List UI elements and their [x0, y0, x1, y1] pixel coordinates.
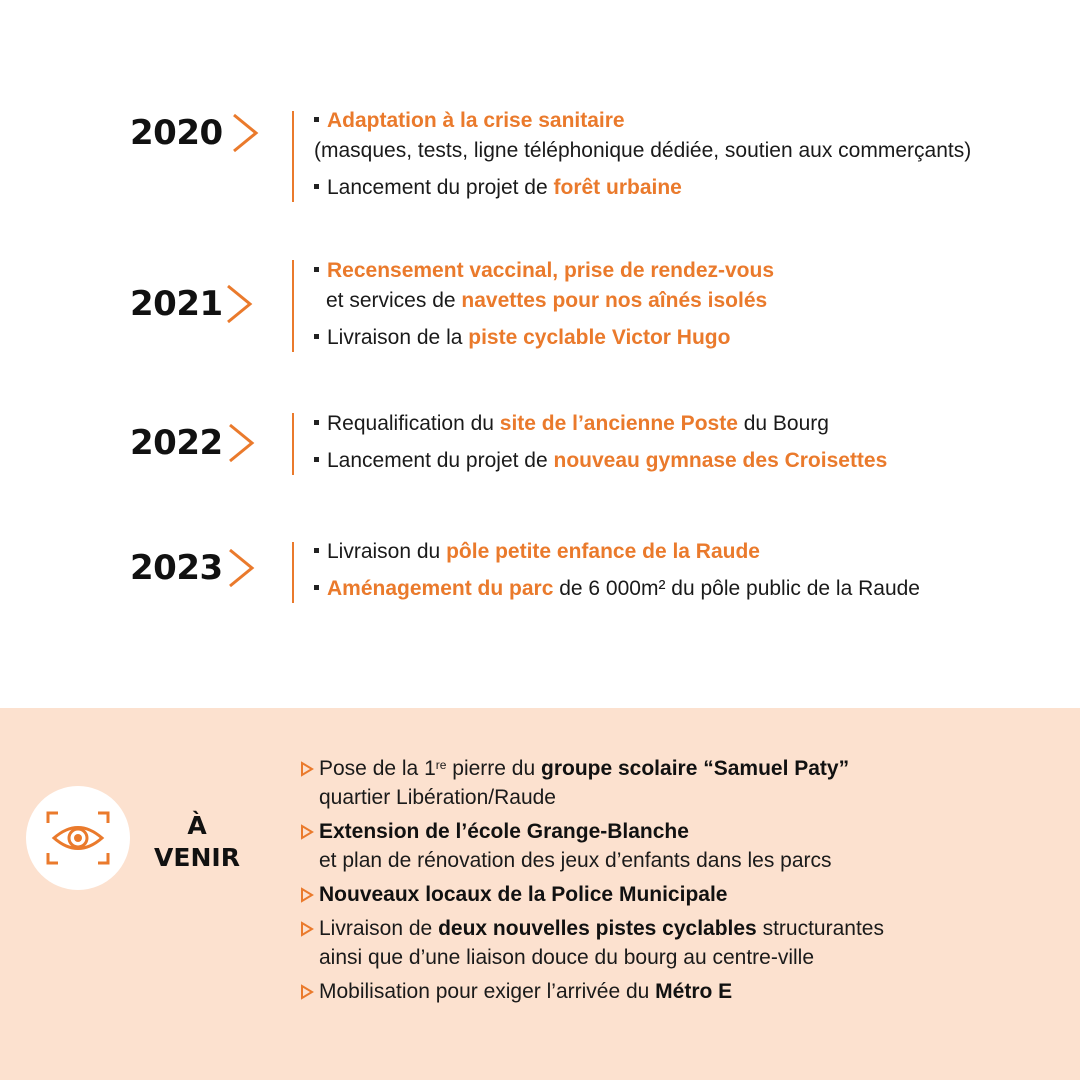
a-venir-title-line1: À [187, 811, 207, 840]
text-run: site de l’ancienne Poste [499, 412, 738, 435]
bullet-square-icon [314, 267, 319, 272]
text-run: Livraison de [319, 917, 439, 940]
text-run: Aménagement du parc [327, 577, 554, 600]
year-label: 2023 [130, 548, 223, 588]
text-run: re [435, 758, 447, 772]
text-run: deux nouvelles pistes cyclables [438, 917, 757, 940]
timeline-item [314, 409, 887, 439]
text-run: et services de [326, 289, 462, 312]
text-run: Nouveaux locaux de la Police Municipale [319, 883, 728, 906]
a-venir-title-line2: VENIR [154, 843, 240, 872]
text-run: Métro E [655, 980, 733, 1003]
bullet-square-icon [314, 457, 319, 462]
item-sub-line [314, 286, 774, 316]
text-run: Mobilisation pour exiger l’arrivée du [319, 980, 656, 1003]
year-label: 2022 [130, 423, 223, 463]
a-venir-list [300, 754, 884, 1011]
text-run: Livraison du [327, 540, 447, 563]
divider-line [292, 542, 294, 603]
text-run: pierre du [446, 757, 541, 780]
triangle-bullet-icon [300, 887, 314, 903]
text-run: Pose de la 1 [319, 757, 436, 780]
item-main-line [327, 109, 625, 132]
text-run: Requalification du [327, 412, 500, 435]
text-run: nouveau gymnase des Croisettes [553, 449, 888, 472]
item-main-line [319, 757, 849, 780]
item-main-line [327, 577, 920, 600]
text-run: structurantes [756, 917, 884, 940]
a-venir-item [300, 754, 884, 812]
chevron-right-icon [224, 283, 254, 325]
year-label: 2020 [130, 113, 223, 153]
text-run: quartier Libération/Raude [319, 786, 556, 809]
timeline-item [314, 323, 774, 353]
text-run: Lancement du projet de [327, 449, 554, 472]
bullet-square-icon [314, 585, 319, 590]
timeline-items [314, 409, 887, 476]
item-main-line [327, 326, 730, 349]
divider-line [292, 413, 294, 475]
a-venir-item [300, 880, 884, 909]
item-sub-line [319, 846, 884, 875]
divider-line [292, 260, 294, 352]
text-run: forêt urbaine [553, 176, 682, 199]
chevron-right-icon [230, 112, 260, 154]
text-run: Extension de l’école Grange-Blanche [319, 820, 689, 843]
triangle-bullet-icon [300, 984, 314, 1000]
icon-circle [26, 786, 130, 890]
timeline-item [314, 446, 887, 476]
timeline-items [314, 256, 774, 353]
item-main-line [319, 820, 689, 843]
text-run: Livraison de la [327, 326, 469, 349]
a-venir-panel [0, 708, 1080, 1080]
item-main-line [319, 917, 884, 940]
triangle-bullet-icon [300, 824, 314, 840]
a-venir-item [300, 977, 884, 1006]
text-run: de 6 000m² du pôle public de la Raude [553, 577, 920, 600]
a-venir-item [300, 914, 884, 972]
item-sub-line [319, 943, 884, 972]
timeline-item [314, 574, 920, 604]
text-run: Adaptation à la crise sanitaire [327, 109, 625, 132]
text-run: Recensement vaccinal, prise de rendez-vous [327, 259, 775, 282]
bullet-square-icon [314, 548, 319, 553]
item-main-line [327, 259, 774, 282]
chevron-right-icon [226, 547, 256, 589]
timeline-item [314, 106, 971, 166]
triangle-bullet-icon [300, 761, 314, 777]
text-run: Lancement du projet de [327, 176, 554, 199]
a-venir-title [150, 810, 244, 874]
year-label: 2021 [130, 284, 223, 324]
text-run: groupe scolaire “Samuel Paty” [541, 757, 850, 780]
text-run: piste cyclable Victor Hugo [468, 326, 731, 349]
item-main-line [327, 412, 829, 435]
timeline-item [314, 537, 920, 567]
item-sub-line [319, 783, 884, 812]
triangle-bullet-icon [300, 921, 314, 937]
bullet-square-icon [314, 184, 319, 189]
a-venir-item [300, 817, 884, 875]
text-run: (masques, tests, ligne téléphonique dédiée, soutien aux commerçants) [314, 139, 972, 162]
eye-target-icon [46, 811, 110, 865]
chevron-right-icon [226, 422, 256, 464]
text-run: et plan de rénovation des jeux d’enfants dans les parcs [319, 849, 832, 872]
item-main-line [327, 176, 682, 199]
timeline-item [314, 173, 971, 203]
text-run: ainsi que d’une liaison douce du bourg au centre-ville [319, 946, 814, 969]
item-main-line [327, 540, 760, 563]
timeline-items [314, 106, 971, 203]
bullet-square-icon [314, 420, 319, 425]
timeline-items [314, 537, 920, 604]
text-run: pôle petite enfance de la Raude [446, 540, 760, 563]
bullet-square-icon [314, 334, 319, 339]
text-run: navettes pour nos aînés isolés [461, 289, 768, 312]
bullet-square-icon [314, 117, 319, 122]
item-main-line [319, 883, 727, 906]
item-main-line [319, 980, 732, 1003]
item-main-line [327, 449, 887, 472]
timeline-item [314, 256, 774, 316]
item-sub-line [314, 136, 971, 166]
text-run: du Bourg [737, 412, 829, 435]
divider-line [292, 111, 294, 202]
